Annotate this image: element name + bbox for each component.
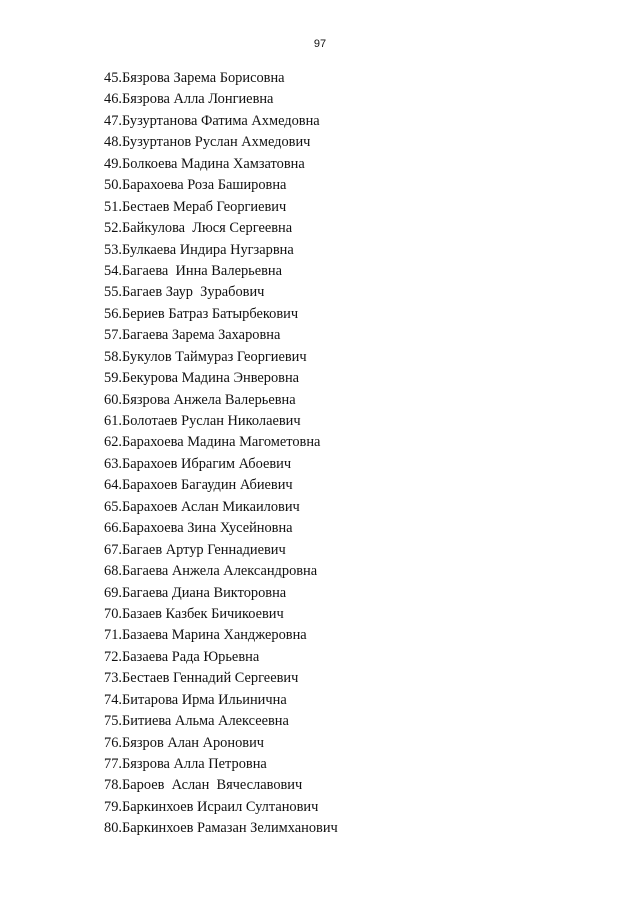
- list-item: 50.Барахоева Роза Башировна: [104, 177, 287, 194]
- list-item: 71.Базаева Марина Ханджеровна: [104, 627, 307, 644]
- list-item: 77.Бязрова Алла Петровна: [104, 756, 267, 772]
- list-item: 66.Барахоева Зина Хусейновна: [104, 520, 293, 537]
- page-number: 97: [313, 38, 327, 50]
- list-item: 73.Бестаев Геннадий Сергеевич: [104, 670, 299, 687]
- list-item: 53.Булкаева Индира Нугзарвна: [104, 241, 294, 258]
- list-item: 52.Байкулова Люся Сергеевна: [104, 220, 293, 237]
- list-item: 49.Болкоева Мадина Хамзатовна: [104, 155, 305, 172]
- list-item: 78.Бароев Аслан Вячеславович: [104, 777, 303, 794]
- list-item: 62.Барахоева Мадина Магометовна: [104, 434, 321, 451]
- list-item: 45.Бязрова Зарема Борисовна: [104, 70, 285, 86]
- list-item: 72.Базаева Рада Юрьевна: [104, 648, 260, 665]
- list-item: 61.Болотаев Руслан Николаевич: [104, 413, 301, 429]
- list-item: 51.Бестаев Мераб Георгиевич: [104, 198, 287, 215]
- list-item: 54.Багаева Инна Валерьевна: [104, 262, 282, 279]
- list-item: 69.Багаева Диана Викторовна: [104, 584, 287, 601]
- list-item: 68.Багаева Анжела Александровна: [104, 563, 318, 580]
- list-item: 63.Барахоев Ибрагим Абоевич: [104, 455, 292, 472]
- list-item: 75.Битиева Альма Алексеевна: [104, 713, 289, 730]
- list-item: 74.Битарова Ирма Ильинична: [104, 691, 287, 708]
- list-item: 70.Базаев Казбек Бичикоевич: [104, 605, 284, 622]
- list-item: 80.Баркинхоев Рамазан Зелимханович: [104, 820, 338, 837]
- name-list: [104, 68, 338, 840]
- list-item: 56.Бериев Батраз Батырбекович: [104, 305, 299, 322]
- list-item: 67.Багаев Артур Геннадиевич: [104, 541, 286, 558]
- list-item: 58.Букулов Таймураз Георгиевич: [104, 348, 307, 365]
- list-item: 47.Бузуртанова Фатима Ахмедовна: [104, 112, 320, 129]
- list-item: 79.Баркинхоев Исраил Султанович: [104, 798, 319, 815]
- list-item: 59.Бекурова Мадина Энверовна: [104, 370, 300, 387]
- list-item: 64.Барахоев Багаудин Абиевич: [104, 477, 293, 494]
- list-item: 57.Багаева Зарема Захаровна: [104, 327, 281, 344]
- list-item: 65.Барахоев Аслан Микаилович: [104, 498, 300, 515]
- list-item: 55.Багаев Заур Зурабович: [104, 284, 265, 301]
- list-item: 48.Бузуртанов Руслан Ахмедович: [104, 134, 311, 151]
- list-item: 76.Бязров Алан Аронович: [104, 734, 265, 751]
- list-item: 46.Бязрова Алла Лонгиевна: [104, 91, 274, 108]
- list-item: 60.Бязрова Анжела Валерьевна: [104, 391, 296, 408]
